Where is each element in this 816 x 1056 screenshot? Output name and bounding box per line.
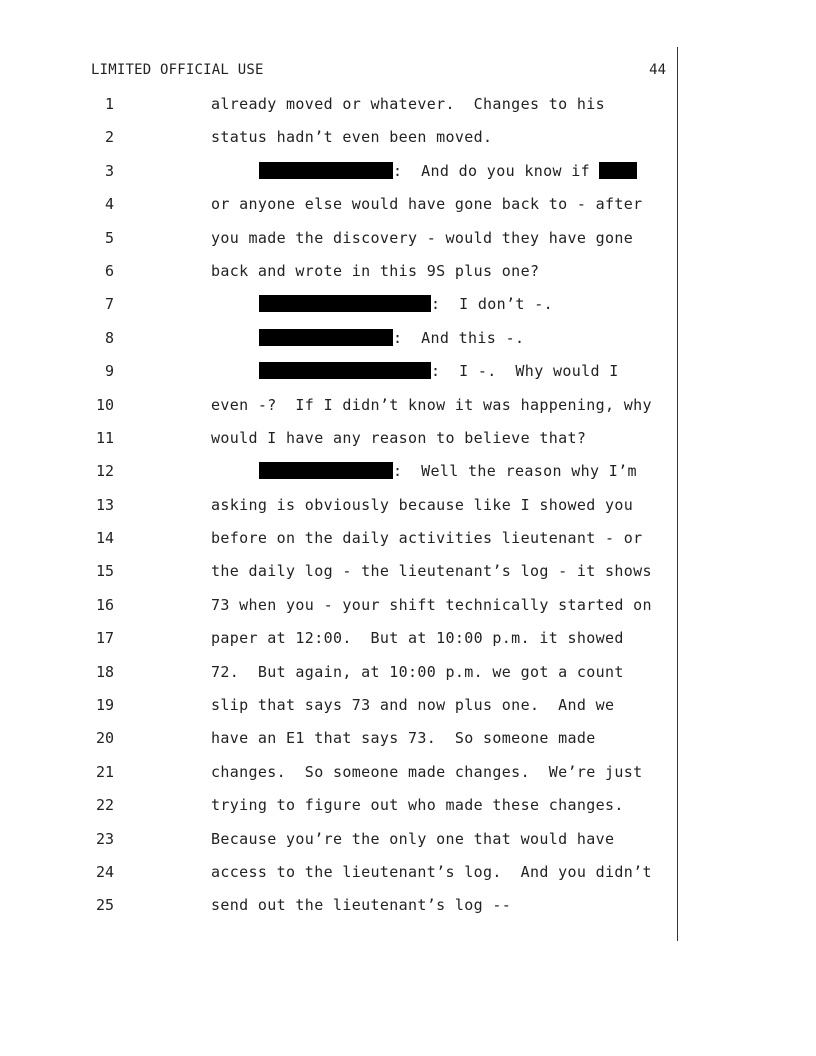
line-text: the daily log - the lieutenant’s log - it shows: [211, 562, 652, 581]
line-number: 23: [95, 829, 114, 848]
line-text: changes. So someone made changes. We’re just: [211, 762, 643, 781]
speaker-line: [259, 362, 619, 380]
line-text: asking is obviously because like I showed you: [211, 495, 634, 514]
redacted-speaker-name: [259, 462, 393, 479]
transcript-body: [0, 91, 680, 926]
line-number: 12: [95, 462, 114, 481]
line-text: would I have any reason to believe that?: [211, 428, 587, 447]
speaker-line: [259, 162, 637, 180]
line-number: 4: [104, 195, 114, 214]
line-text: even -? If I didn’t know it was happening, why: [211, 395, 652, 414]
line-number: 14: [95, 529, 114, 548]
line-number: 16: [95, 595, 114, 614]
line-number: 1: [104, 95, 114, 113]
transcript-line: [0, 158, 680, 191]
transcript-line: [0, 325, 680, 358]
line-text: have an E1 that says 73. So someone made: [211, 729, 596, 748]
line-number: 13: [95, 495, 114, 514]
redacted-speaker-name: [259, 162, 393, 179]
line-number: 8: [104, 328, 114, 347]
line-number: 10: [95, 395, 114, 414]
speaker-utterance: : Well the reason why I’m: [393, 462, 637, 481]
transcript-line: [0, 191, 680, 224]
transcript-line: [0, 525, 680, 558]
transcript-line: [0, 592, 680, 625]
speaker-utterance: : And do you know if: [393, 161, 600, 180]
line-number: 2: [104, 128, 114, 147]
line-text: back and wrote in this 9S plus one?: [211, 261, 540, 280]
line-text: already moved or whatever. Changes to his: [211, 95, 605, 113]
transcript-line: [0, 258, 680, 291]
page-number: 44: [649, 62, 666, 78]
transcript-line: [0, 725, 680, 758]
redacted-speaker-name: [259, 362, 431, 379]
transcript-line: [0, 558, 680, 591]
speaker-line: [259, 295, 553, 313]
line-text: status hadn’t even been moved.: [211, 128, 493, 147]
page-header-classification: LIMITED OFFICIAL USE: [91, 62, 264, 78]
line-text: 73 when you - your shift technically started on: [211, 595, 652, 614]
transcript-line: [0, 392, 680, 425]
line-number: 3: [104, 161, 114, 180]
line-number: 7: [104, 295, 114, 314]
line-number: 21: [95, 762, 114, 781]
line-text: before on the daily activities lieutenant - or: [211, 529, 643, 548]
speaker-utterance: : And this -.: [393, 328, 525, 347]
line-number: 6: [104, 261, 114, 280]
transcript-line: [0, 826, 680, 859]
transcript-line: [0, 225, 680, 258]
line-number: 22: [95, 796, 114, 815]
line-text: or anyone else would have gone back to - after: [211, 195, 643, 214]
transcript-line: [0, 425, 680, 458]
transcript-line: [0, 859, 680, 892]
line-text: slip that says 73 and now plus one. And we: [211, 696, 615, 715]
transcript-line: [0, 692, 680, 725]
line-number: 11: [95, 428, 114, 447]
line-number: 19: [95, 696, 114, 715]
redacted-speaker-name: [259, 329, 393, 346]
line-number: 25: [95, 896, 114, 915]
line-number: 24: [95, 862, 114, 881]
line-text: you made the discovery - would they have gone: [211, 228, 634, 247]
transcript-line: [0, 659, 680, 692]
line-text: send out the lieutenant’s log --: [211, 896, 512, 915]
transcript-line: [0, 458, 680, 491]
line-text: paper at 12:00. But at 10:00 p.m. it showed: [211, 629, 624, 648]
speaker-utterance: : I don’t -.: [431, 295, 553, 314]
speaker-line: [259, 462, 637, 480]
line-number: 17: [95, 629, 114, 648]
redacted-speaker-name: [259, 295, 431, 312]
transcript-line: [0, 291, 680, 324]
transcript-line: [0, 492, 680, 525]
line-number: 9: [104, 362, 114, 381]
transcript-line: [0, 759, 680, 792]
line-text: trying to figure out who made these changes.: [211, 796, 624, 815]
transcript-line: [0, 892, 680, 925]
transcript-line: [0, 124, 680, 157]
transcript-line: [0, 91, 680, 124]
line-number: 18: [95, 662, 114, 681]
transcript-line: [0, 358, 680, 391]
speaker-line: [259, 329, 524, 347]
line-text: 72. But again, at 10:00 p.m. we got a count: [211, 662, 624, 681]
line-text: access to the lieutenant’s log. And you didn’t: [211, 862, 652, 881]
line-text: Because you’re the only one that would have: [211, 829, 615, 848]
line-number: 15: [95, 562, 114, 581]
redacted-name: [599, 162, 637, 179]
transcript-line: [0, 792, 680, 825]
speaker-utterance: : I -. Why would I: [431, 362, 619, 381]
transcript-line: [0, 625, 680, 658]
line-number: 20: [95, 729, 114, 748]
line-number: 5: [104, 228, 114, 247]
